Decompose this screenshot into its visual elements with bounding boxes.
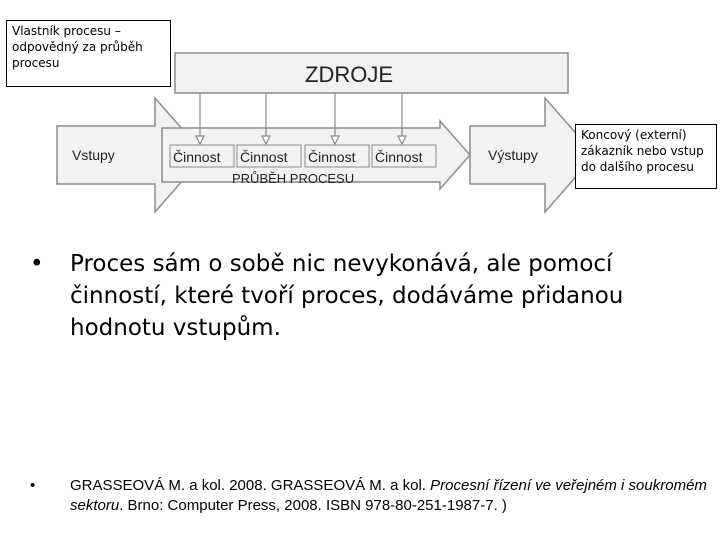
reference-text — [70, 476, 710, 516]
process-diagram — [0, 0, 720, 240]
customer-note: Koncový (externí) zákazník nebo vstup do dalšího procesu — [575, 124, 717, 189]
activity-label-4: Činnost — [375, 149, 423, 165]
process-owner-note: Vlastník procesu – odpovědný za průběh procesu — [6, 20, 171, 87]
process-label: PRŮBĚH PROCESU — [232, 171, 355, 186]
reference-publisher: . Brno: Computer Press, 2008. ISBN 978-80-251-1987-7. ) — [119, 497, 507, 514]
bullet-dot-icon: • — [30, 477, 36, 494]
inputs-label: Vstupy — [72, 147, 115, 163]
resources-label: ZDROJE — [305, 62, 393, 87]
bullet-dot-icon: • — [30, 251, 44, 277]
activity-label-3: Činnost — [308, 149, 356, 165]
main-bullet-text: Proces sám o sobě nic nevykonává, ale pomocí činností, které tvoří proces, dodáváme přidanou hodnotu vstupům. — [70, 251, 624, 341]
outputs-label: Výstupy — [488, 147, 538, 163]
activity-label-1: Činnost — [173, 149, 221, 165]
reference-title: Procesní řízení ve veřejném i soukromém sektoru — [70, 477, 707, 514]
activity-label-2: Činnost — [240, 149, 288, 165]
reference-authors: GRASSEOVÁ M. a kol. 2008. GRASSEOVÁ M. a kol. — [70, 477, 431, 494]
